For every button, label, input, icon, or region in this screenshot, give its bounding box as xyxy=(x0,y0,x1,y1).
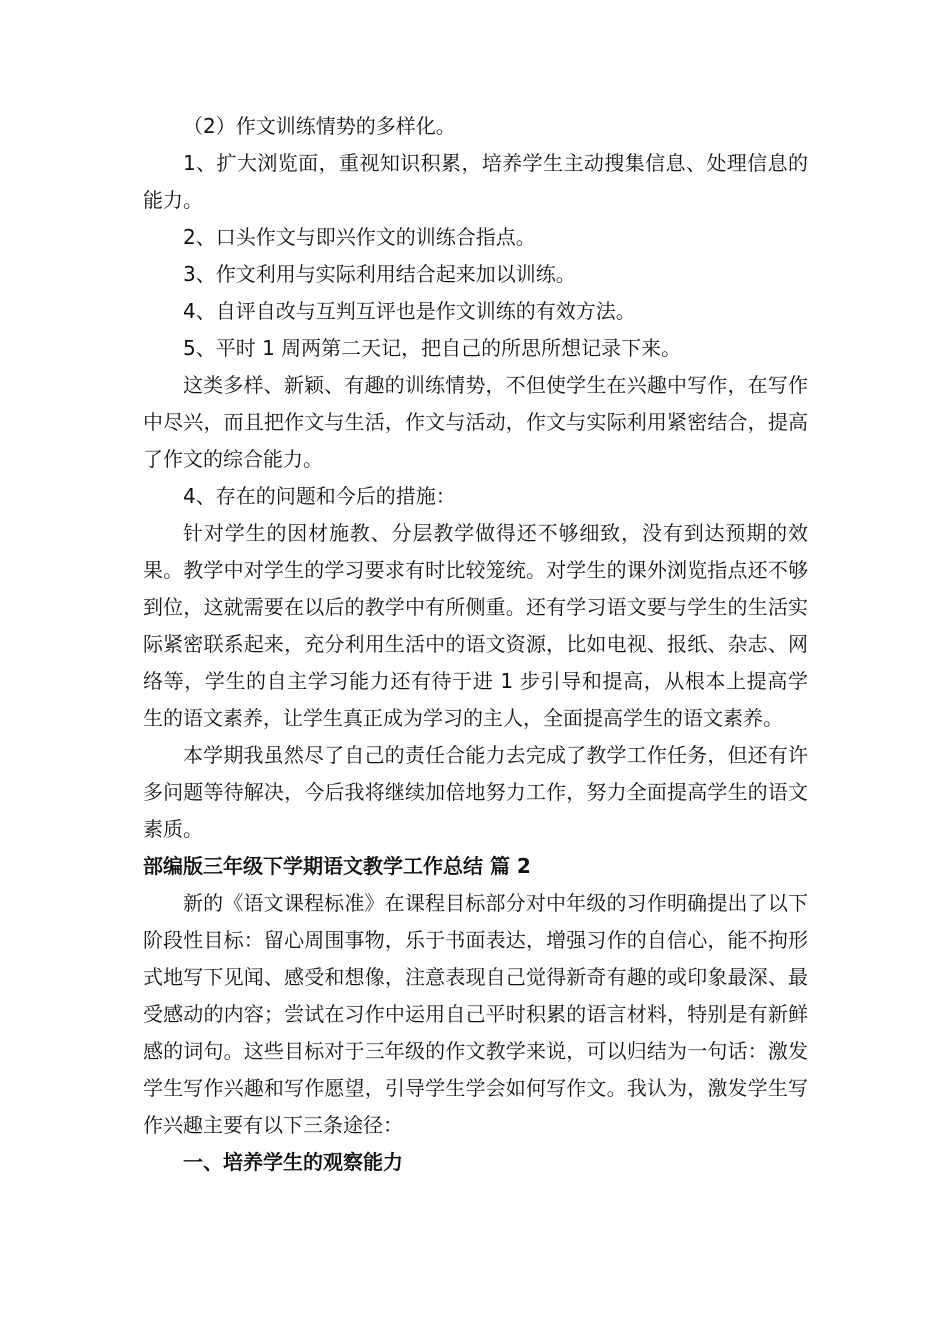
list-item-4: 4、自评自改与互判互评也是作文训练的有效方法。 xyxy=(183,299,636,323)
section-heading: 部编版三年级下学期语文教学工作总结 篇 2 xyxy=(143,854,531,878)
list-item-3: 3、作文利用与实际利用结合起来加以训练。 xyxy=(183,262,576,286)
list-item-5: 5、平时 1 周两第二天记，把自己的所思所想记录下来。 xyxy=(183,336,682,360)
document-body xyxy=(143,108,808,1181)
conclusion-paragraph: 本学期我虽然尽了自己的责任合能力去完成了教学工作任务，但还有许多问题等待解决，今后我将继续加倍地努力工作，努力全面提高学生的语文素质。 xyxy=(143,743,808,841)
subsection-heading: 一、培养学生的观察能力 xyxy=(183,1150,403,1174)
problems-title: 4、存在的问题和今后的措施： xyxy=(183,484,456,508)
list-item-2: 2、口头作文与即兴作文的训练合指点。 xyxy=(183,225,536,249)
summary-paragraph: 这类多样、新颖、有趣的训练情势，不但使学生在兴趣中写作，在写作中尽兴，而且把作文与生活，作文与活动，作文与实际利用紧密结合，提高了作文的综合能力。 xyxy=(143,373,808,471)
list-item-1: 1、扩大浏览面，重视知识积累，培养学生主动搜集信息、处理信息的能力。 xyxy=(143,151,808,212)
section-intro-paragraph: 新的《语文课程标准》在课程目标部分对中年级的习作明确提出了以下阶段性目标：留心周围事物，乐于书面表达，增强习作的自信心，能不拘形式地写下见闻、感受和想像，注意表现自己觉得新奇有趣的或印象最深、最受感动的内容；尝试在习作中运用自己平时积累的语言材料，特别是有新鲜感的词句。这些目标对于三年级的作文教学来说，可以归结为一句话：激发学生写作兴趣和写作愿望，引导学生学会如何写作文。我认为，激发学生写作兴趣主要有以下三条途径： xyxy=(143,891,808,1137)
paragraph-item-2-title: （2）作文训练情势的多样化。 xyxy=(183,114,456,138)
problems-paragraph: 针对学生的因材施教、分层教学做得还不够细致，没有到达预期的效果。教学中对学生的学习要求有时比较笼统。对学生的课外浏览指点还不够到位，这就需要在以后的教学中有所侧重。还有学习语文要与学生的生活实际紧密联系起来，充分利用生活中的语文资源，比如电视、报纸、杂志、网络等，学生的自主学习能力还有待于进 1 步引导和提高，从根本上提高学生的语文素养，让学生真正成为学习的主人，全面提高学生的语文素养。 xyxy=(143,521,808,730)
